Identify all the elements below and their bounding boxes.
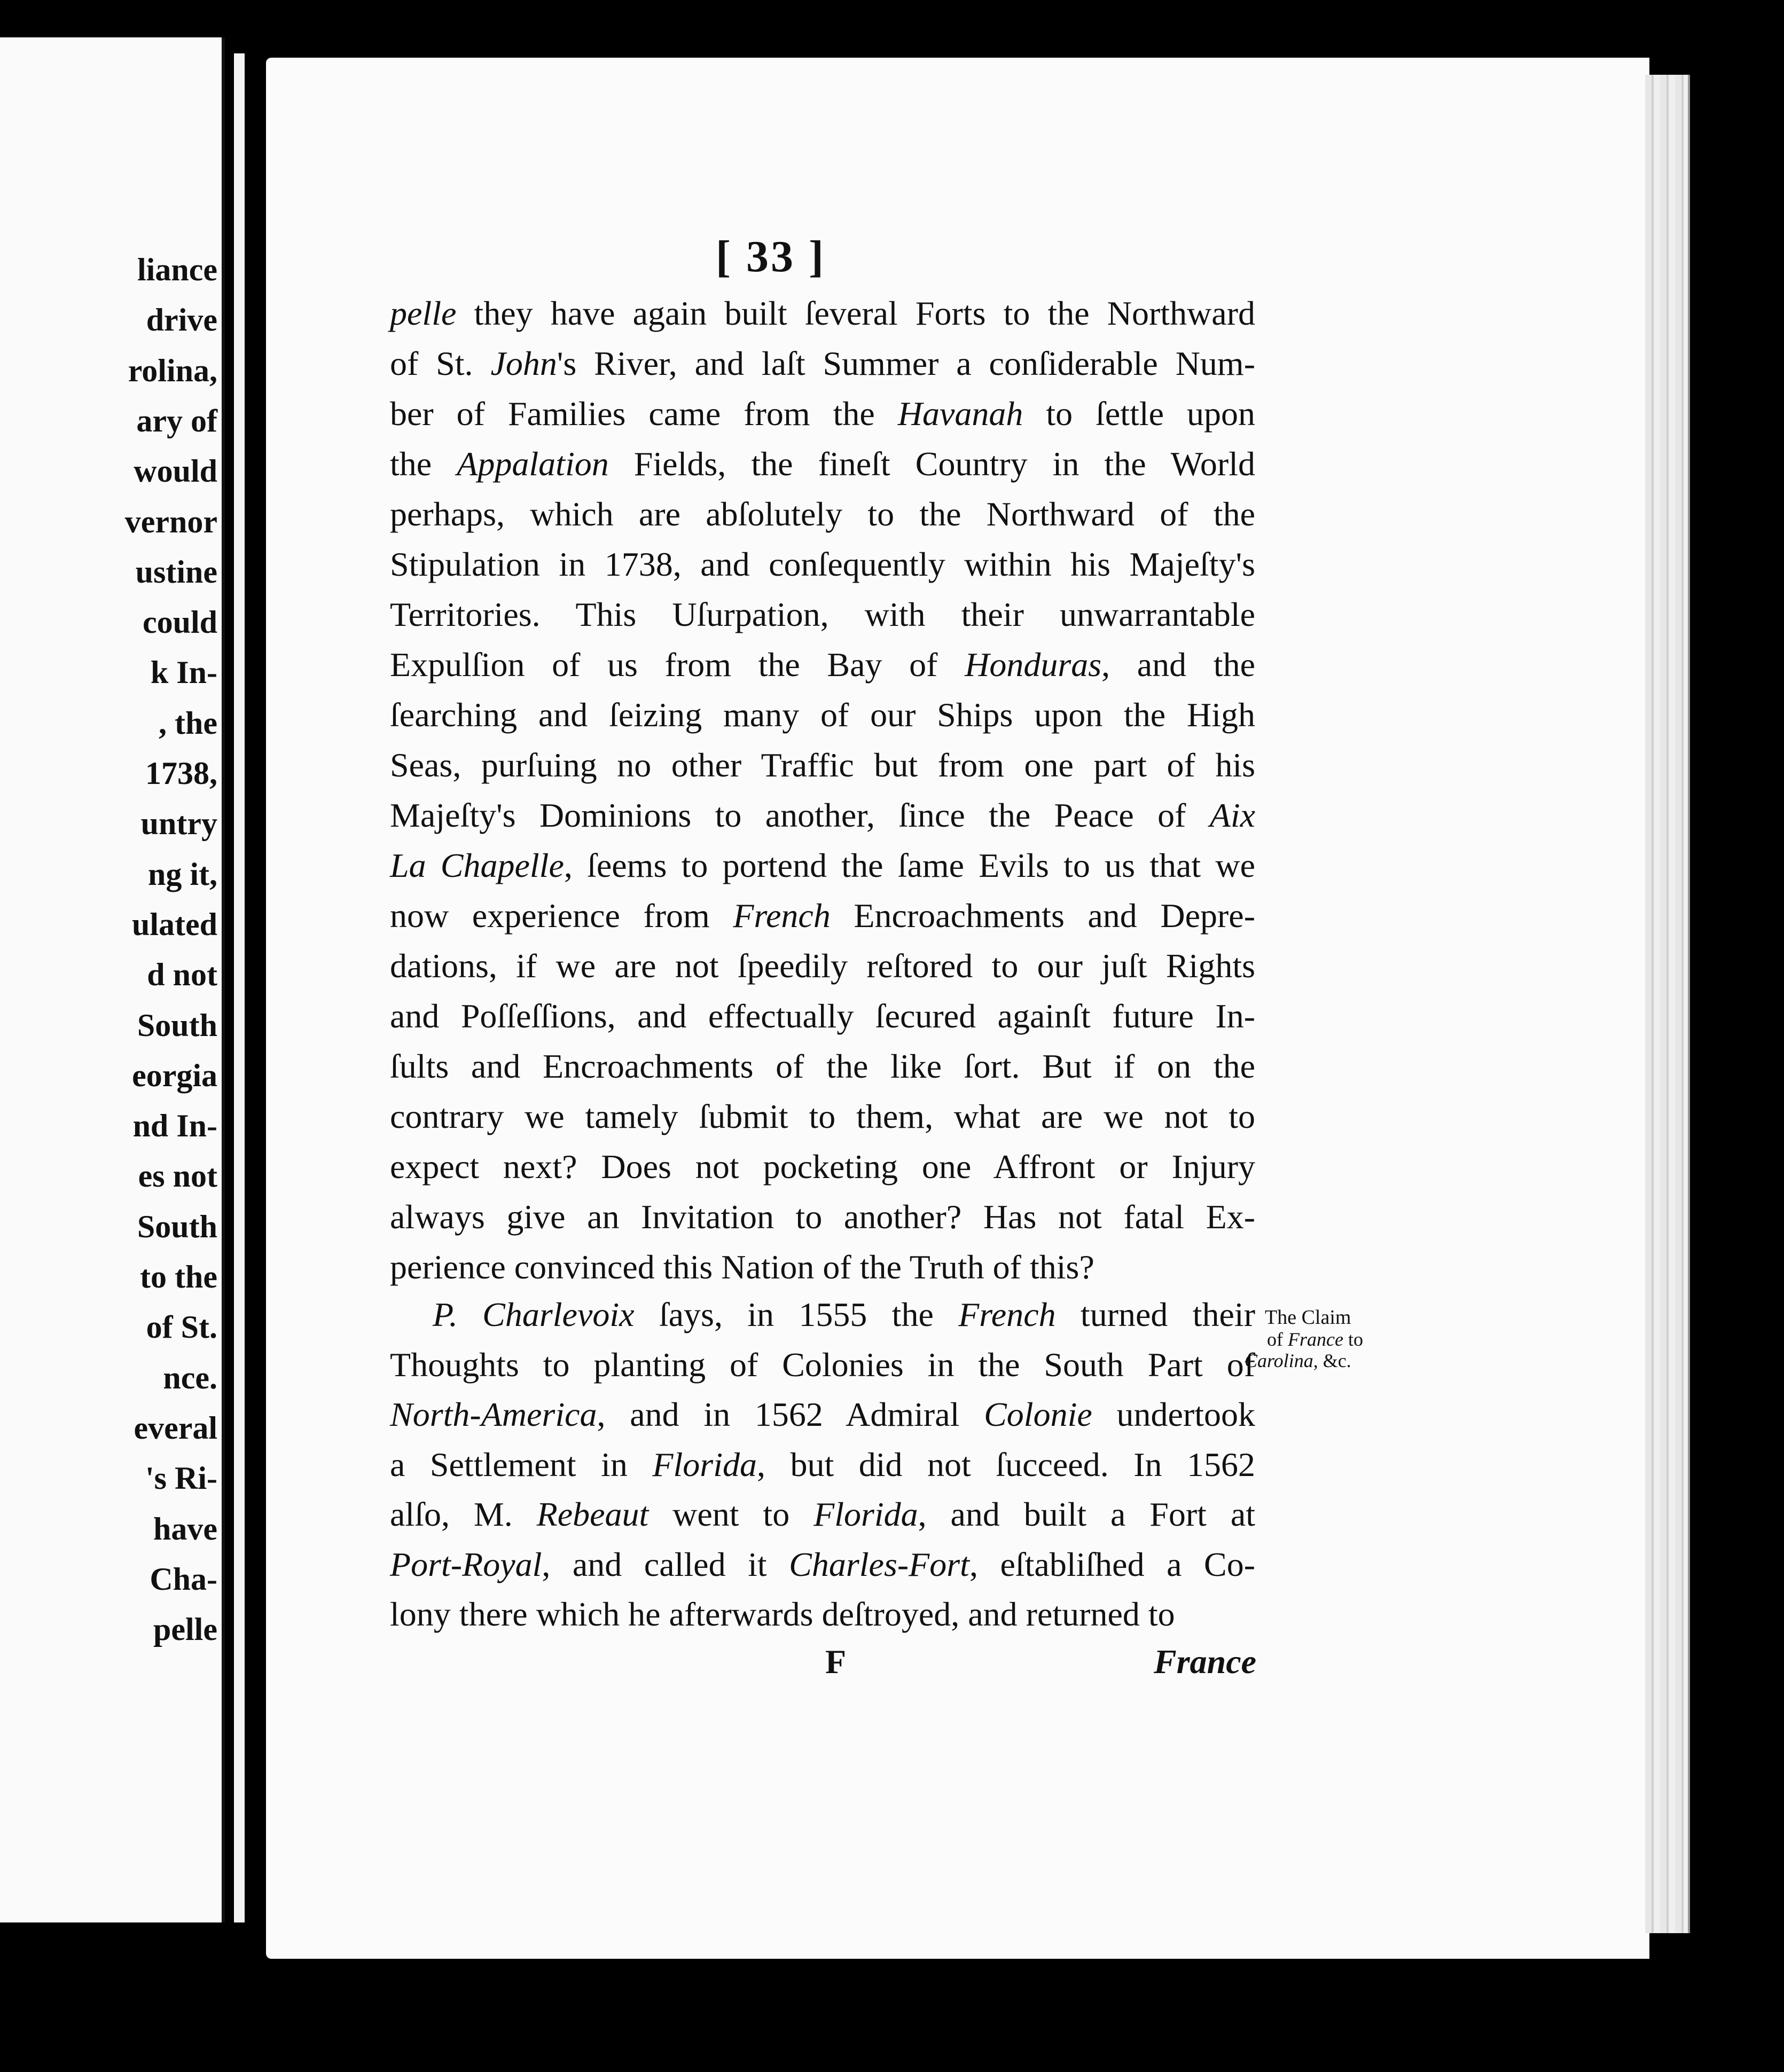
left-page-line: nd In- — [132, 1108, 217, 1144]
text-run: , ſeems to portend the ſame Evils to us that we — [564, 846, 1256, 884]
left-page-line: ulated — [131, 906, 217, 942]
text-run: of St. — [390, 344, 491, 382]
text-line — [390, 1150, 1255, 1184]
left-page-line: nce. — [163, 1360, 217, 1395]
left-page-line: ng it, — [147, 856, 217, 892]
text-line — [390, 397, 1255, 431]
italic-text: Colonie — [984, 1395, 1092, 1433]
text-line — [390, 1049, 1255, 1084]
text-run: alſo, M. — [390, 1495, 537, 1533]
previous-page-fragment — [0, 37, 225, 1922]
text-run: they have again built ſeveral Forts to the Northward — [456, 294, 1255, 332]
text-run: a Settlement in — [390, 1445, 653, 1484]
text-line — [390, 1200, 1255, 1234]
italic-text: Florida — [813, 1495, 918, 1533]
italic-text: French — [958, 1296, 1056, 1333]
text-line — [390, 899, 1255, 933]
italic-text: La Chapelle — [390, 846, 564, 884]
left-page-line: , the — [159, 705, 217, 741]
text-run: 's River, and laſt Summer a conſiderable Num- — [557, 344, 1256, 382]
text-run: contrary we tamely ſubmit to them, what are we not to — [390, 1097, 1255, 1135]
text-run: ber of Families came from the — [390, 395, 898, 433]
text-run: Encroachments and Depre- — [830, 897, 1255, 935]
left-page-line: pelle — [153, 1612, 217, 1647]
page-gutter — [234, 53, 245, 1922]
text-run: ſults and Encroachments of the like ſort. But if on the — [390, 1047, 1255, 1085]
text-line — [390, 547, 1255, 582]
italic-text: John — [490, 344, 557, 382]
text-line — [390, 497, 1255, 531]
text-line — [390, 1250, 1094, 1284]
text-line — [390, 648, 1255, 682]
text-line — [390, 698, 1255, 732]
text-line — [390, 1597, 1175, 1631]
text-run: always give an Invitation to another? Has not fatal Ex- — [390, 1198, 1255, 1236]
text-line — [390, 798, 1255, 833]
left-page-line: vernor — [124, 504, 217, 539]
catchword: France — [1154, 1643, 1256, 1681]
text-line — [390, 1545, 1256, 1583]
left-page-line: eorgia — [132, 1057, 217, 1093]
left-page-line: could — [142, 605, 217, 640]
text-run: Majeſty's Dominions to another, ſince the Peace of — [390, 796, 1210, 834]
italic-text: Charles-Fort — [789, 1545, 969, 1583]
text-run: and Poſſeſſions, and effectually ſecured againſt future In- — [390, 997, 1255, 1035]
margin-note-line-3: Carolina, &c. — [1245, 1350, 1351, 1371]
text-run: Seas, purſuing no other Traffic but from one part of his — [390, 746, 1255, 784]
text-run: ſearching and ſeizing many of our Ships upon the High — [390, 696, 1255, 734]
text-line — [390, 846, 1256, 884]
italic-text: North-America — [390, 1395, 597, 1433]
text-line — [390, 748, 1255, 782]
italic-text: Havanah — [897, 395, 1023, 433]
italic-text: Appalation — [457, 445, 609, 483]
italic-text: Florida — [652, 1445, 757, 1484]
text-line — [390, 344, 1256, 382]
text-run: undertook — [1092, 1395, 1255, 1433]
text-run: Territories. This Uſurpation, with their unwarrantable — [390, 595, 1255, 633]
text-line — [390, 1345, 1255, 1384]
left-page-line: es not — [138, 1158, 217, 1194]
italic-text: pelle — [390, 294, 457, 332]
text-line — [390, 595, 1255, 633]
text-line — [390, 1097, 1255, 1135]
left-page-line: have — [153, 1511, 217, 1547]
left-page-line: drive — [146, 302, 217, 338]
text-run: , and called it — [542, 1545, 789, 1583]
text-line — [390, 1497, 1255, 1532]
text-run: the — [390, 445, 457, 483]
text-run: to ſettle upon — [1023, 395, 1256, 433]
italic-text: Port-Royal — [390, 1545, 542, 1583]
text-run: perience convinced this Nation of the Truth of this? — [390, 1248, 1094, 1286]
margin-note-line-1: The Claim — [1265, 1306, 1351, 1329]
italic-text: Honduras — [965, 646, 1102, 684]
left-page-line: to the — [140, 1259, 217, 1294]
text-run: , and the — [1101, 646, 1256, 684]
page-number: [ 33 ] — [716, 232, 826, 281]
text-line — [390, 1395, 1255, 1433]
italic-text: P. Charlevoix — [433, 1296, 635, 1333]
left-page-line: would — [134, 453, 217, 489]
text-run: went to — [648, 1495, 814, 1533]
left-page-line: of St. — [146, 1309, 217, 1345]
text-run: , eſtabliſhed a Co- — [969, 1545, 1256, 1583]
left-page-line: ustine — [135, 554, 217, 590]
italic-text: Rebeaut — [536, 1495, 649, 1533]
text-run: lony there which he afterwards deſtroyed, and returned to — [390, 1595, 1175, 1633]
left-page-line: 1738, — [145, 756, 217, 791]
left-page-line: South — [137, 1208, 217, 1244]
text-run: Expulſion of us from the Bay of — [390, 646, 965, 684]
text-run: turned their — [1055, 1296, 1255, 1333]
left-page-line: South — [137, 1007, 217, 1043]
text-line — [390, 999, 1255, 1033]
left-page-line: liance — [137, 252, 217, 287]
left-page-line: ary of — [136, 403, 217, 438]
text-run: Thoughts to planting of Colonies in the South Part of — [390, 1345, 1255, 1384]
text-run: ſays, in 1555 the — [634, 1296, 959, 1333]
page-edges — [1645, 75, 1690, 1933]
text-line — [390, 447, 1255, 481]
left-page-line: rolina, — [128, 352, 217, 388]
left-page-line: d not — [147, 957, 217, 993]
margin-note-line-2: of France to — [1267, 1329, 1363, 1350]
text-line — [390, 296, 1255, 331]
italic-text: French — [733, 897, 831, 935]
italic-text: Aix — [1209, 796, 1255, 834]
left-page-line: everal — [134, 1410, 217, 1446]
text-run: perhaps, which are abſolutely to the Northward of the — [390, 495, 1255, 533]
left-page-line: untry — [140, 806, 217, 842]
text-run: , and built a Fort at — [918, 1495, 1256, 1533]
text-line — [390, 1445, 1256, 1484]
signature-mark: F — [825, 1643, 847, 1681]
text-run: expect next? Does not pocketing one Affront or Injury — [390, 1148, 1255, 1186]
text-run: , and in 1562 Admiral — [597, 1395, 984, 1433]
text-line — [390, 949, 1255, 983]
text-run: now experience from — [390, 897, 733, 935]
text-run: dations, if we are not ſpeedily reſtored to our juſt Rights — [390, 947, 1255, 985]
text-run: , but did not ſucceed. In 1562 — [756, 1445, 1256, 1484]
left-page-line: Cha- — [150, 1561, 217, 1597]
text-line — [433, 1298, 1255, 1332]
text-run: Stipulation in 1738, and conſequently within his Majeſty's — [390, 545, 1255, 583]
text-run: Fields, the fineſt Country in the World — [608, 445, 1256, 483]
left-page-line: 's Ri- — [145, 1461, 217, 1496]
left-page-line: k In- — [150, 655, 217, 690]
